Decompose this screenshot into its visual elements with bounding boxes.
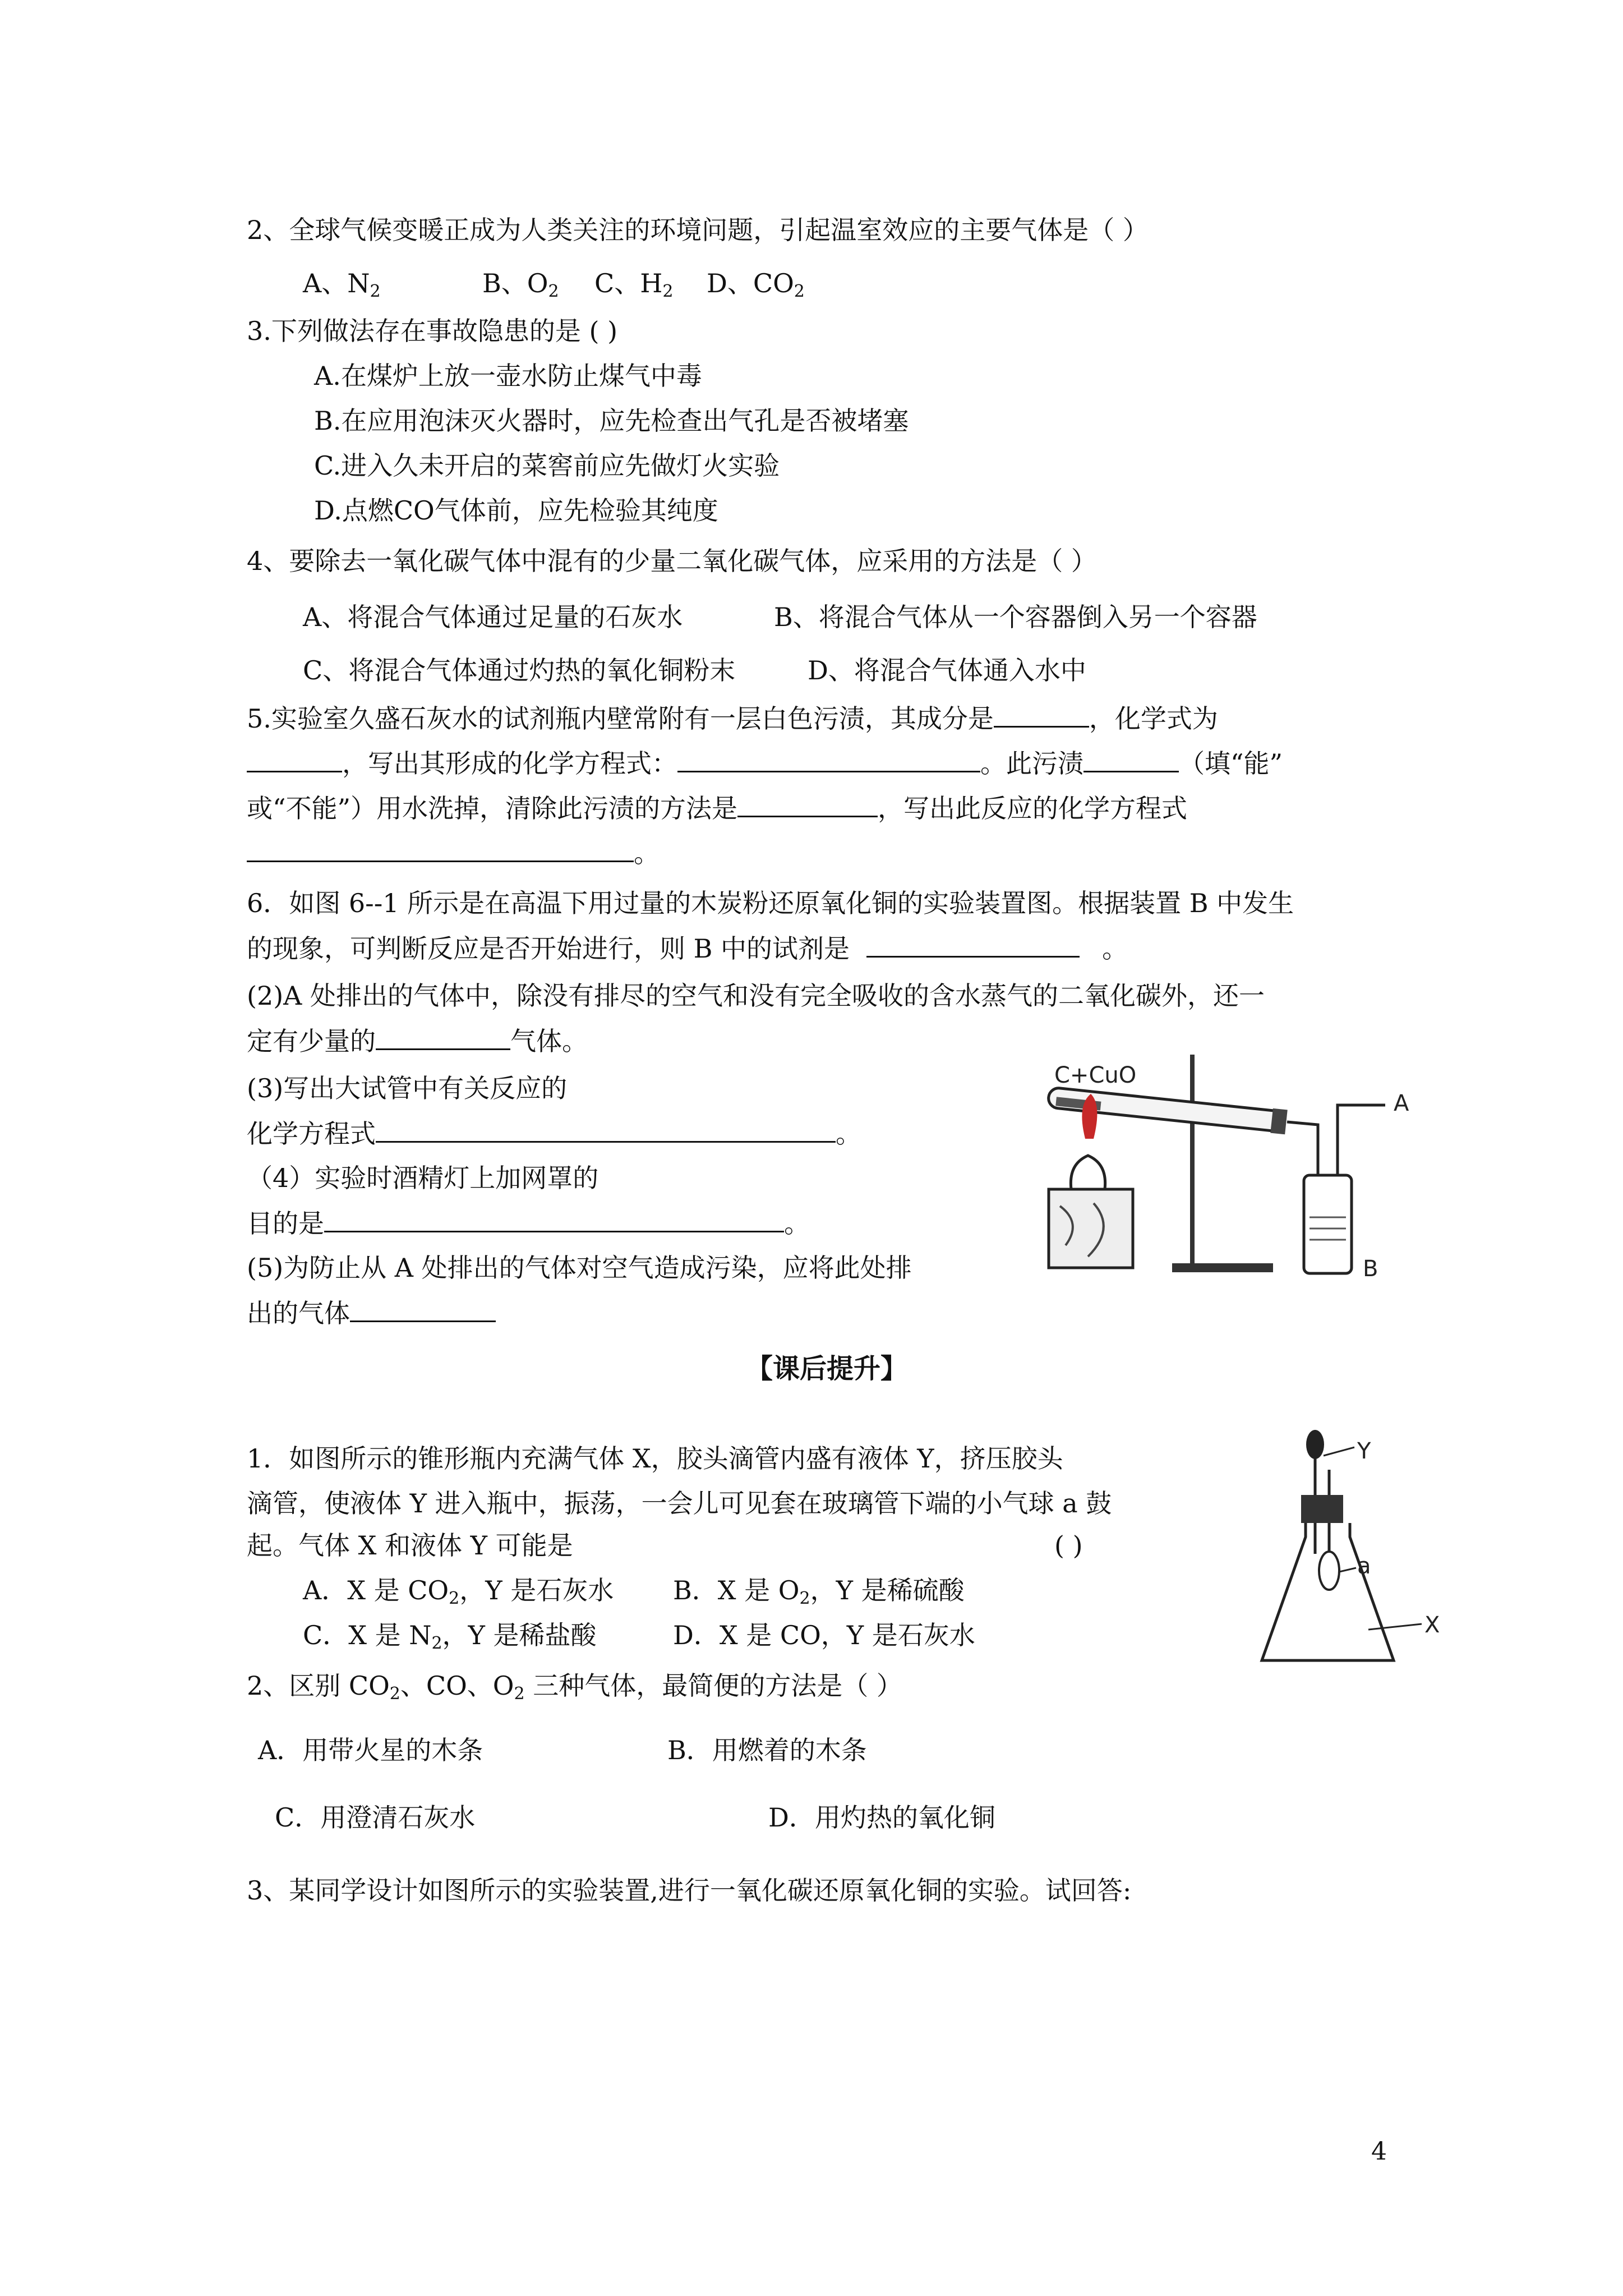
q2-option-b: B、$O_2$	[482, 268, 559, 301]
q3-stem: 3.下列做法存在事故隐患的是 ( )	[247, 316, 618, 346]
q6-line4: 定有少量的 气体。	[247, 1024, 588, 1058]
q6-line10: 出的气体	[247, 1296, 496, 1330]
q5-line4: 。	[247, 836, 660, 870]
page-number: 4	[1371, 2137, 1387, 2166]
q6-blank-equation[interactable]	[376, 1116, 836, 1143]
q6-line2: 的现象，可判断反应是否开始进行，则 B 中的试剂是 。	[247, 931, 1128, 965]
alcohol-lamp	[1071, 1156, 1105, 1189]
p1-flask-figure	[1256, 1425, 1447, 1672]
q6-blank-gas[interactable]	[376, 1024, 510, 1050]
q4-option-d: D、将混合气体通入水中	[808, 655, 1086, 685]
q6-line6: 化学方程式 。	[247, 1116, 861, 1151]
q4-option-b: B、将混合气体从一个容器倒入另一个容器	[774, 602, 1257, 632]
q5-blank-composition[interactable]	[994, 701, 1089, 728]
q2-option-c: C、$H_2$	[594, 268, 674, 301]
outlet-tube	[1338, 1105, 1385, 1177]
q6-line9: (5)为防止从 A 处排出的气体对空气造成污染，应将此处排	[247, 1253, 912, 1283]
dropper-bulb	[1306, 1430, 1324, 1459]
p2-options-row2	[275, 1801, 995, 1834]
q5-blank-formula[interactable]	[247, 746, 342, 772]
q6-fig-label-b: B	[1363, 1256, 1378, 1282]
q5-blank-clean-equation[interactable]	[247, 836, 634, 862]
q6-line3: (2)A 处排出的气体中，除没有排尽的空气和没有完全吸收的含水蒸气的二氧化碳外，还一	[247, 981, 1265, 1011]
p1-option-d: D．X 是 CO，Y 是石灰水	[673, 1620, 975, 1650]
p2-options-row1	[258, 1733, 867, 1767]
p2-option-c: C．用澄清石灰水	[275, 1802, 476, 1833]
q5-blank-method[interactable]	[737, 791, 878, 817]
q5-blank-washable[interactable]	[1083, 746, 1179, 772]
q5-blank-equation[interactable]	[677, 746, 980, 772]
p3-stem: 3、某同学设计如图所示的实验装置,进行一氧化碳还原氧化铜的实验。试回答:	[247, 1875, 1132, 1906]
q3-option-a: A.在煤炉上放一壶水防止煤气中毒	[314, 361, 702, 391]
q5-line1: 5.实验室久盛石灰水的试剂瓶内壁常附有一层白色污渍，其成分是 ，化学式为	[247, 701, 1218, 735]
stand-rod	[1190, 1055, 1195, 1265]
q6-fig-label-a: A	[1394, 1091, 1409, 1116]
p1-option-c: C．X 是 $N_2$，Y 是稀盐酸	[303, 1620, 597, 1653]
q4-options-row1	[303, 600, 1257, 634]
q3-option-d: D.点燃CO气体前，应先检验其纯度	[314, 495, 718, 526]
p2-stem: 2、区别 $CO_2$、CO、$O_2$ 三种气体，最简便的方法是（ ）	[247, 1671, 902, 1704]
q4-option-a: A、将混合气体通过足量的石灰水	[303, 602, 683, 632]
q5-line2: ，写出其形成的化学方程式： 。此污渍 （填“能”	[247, 746, 1283, 780]
stand-base	[1172, 1263, 1273, 1272]
balloon-a	[1319, 1552, 1339, 1590]
p1-options-row1	[303, 1573, 965, 1616]
stopper	[1301, 1495, 1343, 1523]
q6-line1: 6．如图 6--1 所示是在高温下用过量的木炭粉还原氧化铜的实验装置图。根据装置 B 中发生	[247, 888, 1294, 918]
q6-blank-reagent[interactable]	[866, 931, 1080, 958]
q4-options-row2	[303, 654, 1086, 687]
p1-line2: 滴管，使液体 Y 进入瓶中，振荡，一会儿可见套在玻璃管下端的小气球 a 鼓	[247, 1488, 1112, 1519]
q6-line5: (3)写出大试管中有关反应的	[247, 1073, 568, 1103]
p1-fig-label-a: a	[1357, 1553, 1371, 1579]
q4-stem: 4、要除去一氧化碳气体中混有的少量二氧化碳气体，应采用的方法是（ ）	[247, 546, 1097, 576]
q6-line8: 目的是 。	[247, 1206, 810, 1240]
p1-fig-label-y: Y	[1357, 1438, 1371, 1464]
q2-option-a: A、$N_2$	[303, 268, 381, 301]
q3-option-b: B.在应用泡沫灭火器时，应先检查出气孔是否被堵塞	[314, 406, 909, 436]
bottle-b	[1304, 1175, 1352, 1273]
q6-fig-label-ccuo: C+CuO	[1054, 1062, 1137, 1088]
p2-option-a: A．用带火星的木条	[258, 1735, 483, 1765]
p2-option-b: B．用燃着的木条	[667, 1735, 867, 1765]
p1-fig-label-x: X	[1424, 1612, 1440, 1638]
section-title: 【课后提升】	[746, 1353, 908, 1384]
q2-options	[303, 266, 805, 309]
q3-option-c: C.进入久未开启的菜窖前应先做灯火实验	[314, 450, 780, 481]
q6-line7: （4）实验时酒精灯上加网罩的	[247, 1163, 599, 1193]
p1-line3: 起。气体 X 和液体 Y 可能是 ( )	[247, 1530, 1083, 1561]
q2-stem: 2、全球气候变暖正成为人类关注的环境问题，引起温室效应的主要气体是（ ）	[247, 215, 1149, 245]
p1-option-a: A．X 是 $CO_2$，Y 是石灰水	[303, 1575, 614, 1608]
q6-apparatus-figure	[1026, 1043, 1419, 1301]
q6-blank-disposal[interactable]	[350, 1296, 496, 1322]
p1-options-row2	[303, 1618, 975, 1660]
p1-line1: 1．如图所示的锥形瓶内充满气体 X，胶头滴管内盛有液体 Y，挤压胶头	[247, 1443, 1063, 1474]
q5-line3: 或“不能”）用水洗掉，清除此污渍的方法是 ，写出此反应的化学方程式	[247, 791, 1187, 825]
p1-option-b: B．X 是 $O_2$，Y 是稀硫酸	[673, 1575, 965, 1608]
lamp-block	[1049, 1189, 1133, 1268]
q2-option-d: D、$CO_2$	[707, 268, 805, 301]
p2-option-d: D．用灼热的氧化铜	[768, 1802, 995, 1833]
q6-blank-purpose[interactable]	[324, 1206, 784, 1232]
q4-option-c: C、将混合气体通过灼热的氧化铜粉末	[303, 655, 736, 685]
